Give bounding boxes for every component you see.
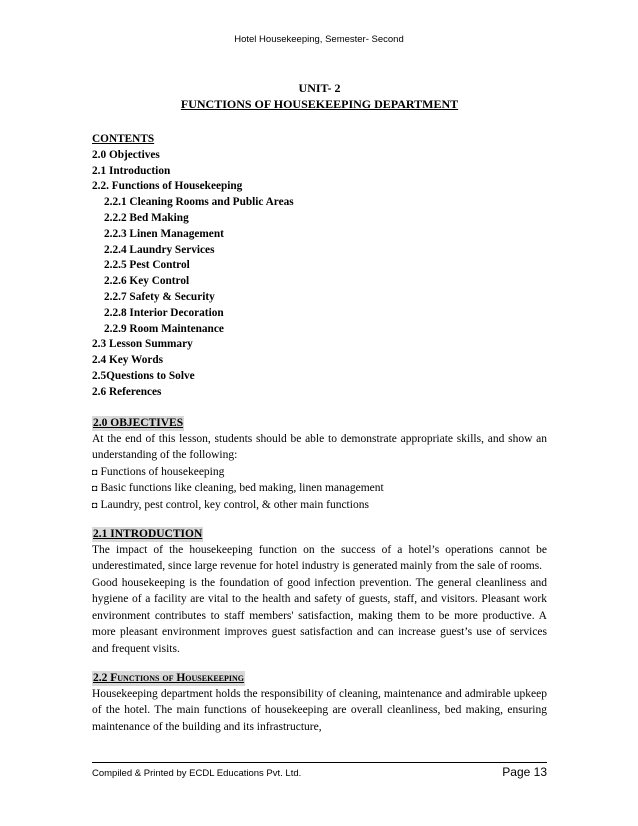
objective-bullet-item	[92, 480, 547, 497]
footer-publisher: Compiled & Printed by ECDL Educations Pvt. Ltd.	[92, 768, 302, 779]
objectives-intro: At the end of this lesson, students should be able to demonstrate appropriate skills, and show an understanding of the following:	[92, 432, 547, 462]
objective-bullet-item	[92, 464, 547, 481]
running-header: Hotel Housekeeping, Semester- Second	[234, 34, 404, 45]
contents-item: 2.2.8 Interior Decoration	[104, 306, 224, 319]
unit-title-block	[92, 80, 547, 112]
contents-item: 2.2.6 Key Control	[104, 275, 190, 288]
bullet-icon: ◘	[92, 466, 98, 477]
contents-item: 2.2.9 Room Maintenance	[104, 322, 224, 335]
introduction-section	[92, 524, 547, 658]
bullet-icon: ◘	[92, 483, 98, 494]
functions-paragraph-1: Housekeeping department holds the responsibility of cleaning, maintenance and admirable upkeep of the hotel. The main functions of housekeeping are overall cleanliness, bed making, ensuring maintenance of the building and its infrastructure,	[92, 687, 547, 733]
footer-divider	[92, 762, 547, 763]
contents-item: 2.5Questions to Solve	[92, 369, 195, 382]
contents-item: 2.0 Objectives	[92, 148, 160, 161]
introduction-paragraph-2: Good housekeeping is the foundation of good infection prevention. The general cleanliness and hygiene of a facility are vital to the health and safety of guests, staff, and visitors. Pleasant work environment contributes to staff members' satisfaction, making them to be more productive. A more pleasant environment improves guest satisfaction and can increase guest’s use of services and frequent visits.	[92, 576, 547, 656]
contents-item: 2.2.5 Pest Control	[104, 259, 190, 272]
functions-section	[92, 668, 547, 736]
contents-heading: CONTENTS	[92, 133, 155, 145]
objectives-bullets	[92, 464, 547, 514]
contents-item: 2.2.4 Laundry Services	[104, 243, 215, 256]
unit-number: UNIT- 2	[298, 81, 341, 95]
contents-item: 2.2.1 Cleaning Rooms and Public Areas	[104, 196, 294, 209]
objective-bullet-text: Functions of housekeeping	[100, 465, 225, 478]
objective-bullet-text: Basic functions like cleaning, bed making, linen management	[100, 482, 384, 495]
contents-item: 2.2.2 Bed Making	[104, 211, 189, 224]
contents-item: 2.1 Introduction	[92, 164, 171, 177]
introduction-heading: 2.1 INTRODUCTION	[93, 527, 203, 540]
contents-item: 2.2.3 Linen Management	[104, 227, 224, 240]
objective-bullet-item	[92, 497, 547, 514]
bullet-icon: ◘	[92, 499, 98, 510]
introduction-paragraph-1: The impact of the housekeeping function on the success of a hotel’s operations cannot be underestimated, since large revenue for hotel industry is generated mainly from the sale of rooms.	[92, 543, 547, 573]
contents-item: 2.3 Lesson Summary	[92, 338, 193, 351]
unit-subtitle: FUNCTIONS OF HOUSEKEEPING DEPARTMENT	[180, 97, 459, 111]
contents-item: 2.4 Key Words	[92, 354, 164, 367]
objectives-section	[92, 413, 547, 514]
functions-heading: 2.2 Functions of Housekeeping	[93, 671, 244, 684]
contents-list	[92, 132, 547, 401]
contents-items	[92, 148, 547, 401]
contents-item: 2.2.7 Safety & Security	[104, 290, 215, 303]
objectives-heading: 2.0 OBJECTIVES	[93, 416, 184, 429]
page-number: Page 13	[502, 765, 547, 779]
objective-bullet-text: Laundry, pest control, key control, & other main functions	[100, 498, 369, 511]
contents-item: 2.6 References	[92, 385, 162, 398]
contents-item: 2.2. Functions of Housekeeping	[92, 180, 243, 193]
page-content	[92, 80, 547, 735]
